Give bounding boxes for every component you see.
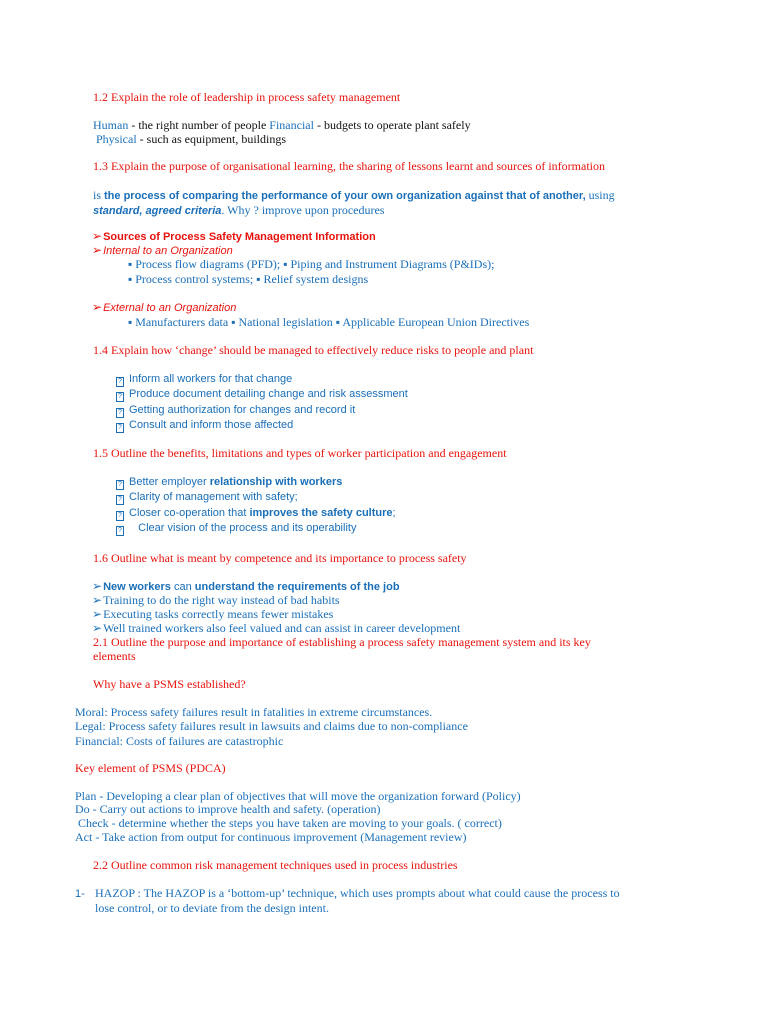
benchmark-using: using	[585, 188, 615, 202]
internal-line-1: ▪ Process flow diagrams (PFD); ▪ Piping and Instrument Diagrams (P&IDs);	[128, 257, 495, 271]
benchmark-is: is	[93, 188, 105, 202]
key-element-heading: Key element of PSMS (PDCA)	[75, 761, 226, 775]
pdca-act: Act - Take action from output for continuous improvement (Management review)	[75, 830, 467, 844]
competence-item: ➢Training to do the right way instead of bad habits	[92, 593, 340, 607]
sources-title	[92, 229, 376, 244]
competence-item: ➢New workers can understand the requirements of the job	[92, 579, 400, 593]
why-psms-heading: Why have a PSMS established?	[93, 677, 246, 691]
internal-line-2: ▪ Process control systems; ▪ Relief system designs	[128, 272, 369, 286]
missing-glyph-icon: ?	[116, 480, 124, 490]
change-item: ? Consult and inform those affected	[116, 418, 293, 433]
physical-label: Physical	[96, 132, 137, 146]
hazop-number: 1-	[75, 888, 85, 900]
heading-1-2: 1.2 Explain the role of leadership in process safety management	[93, 90, 401, 104]
external-title	[92, 300, 236, 315]
heading-1-4: 1.4 Explain how ‘change’ should be managed to effectively reduce risks to people and plant	[93, 343, 534, 357]
benchmark-line-2	[93, 203, 384, 218]
missing-glyph-icon: ?	[116, 408, 124, 418]
sources-title-text: Sources of Process Safety Management Information	[103, 231, 376, 243]
benchmark-criteria: standard, agreed criteria	[93, 205, 222, 217]
legal-line: Legal: Process safety failures result in lawsuits and claims due to non-compliance	[75, 719, 468, 733]
missing-glyph-icon: ?	[116, 377, 124, 387]
missing-glyph-icon: ?	[116, 392, 124, 402]
change-item: ? Getting authorization for changes and record it	[116, 403, 355, 418]
benefit-item: ? Closer co-operation that improves the safety culture;	[116, 506, 396, 521]
moral-line: Moral: Process safety failures result in fatalities in extreme circumstances.	[75, 705, 433, 719]
benchmark-rest: . Why ? improve upon procedures	[221, 203, 385, 217]
change-item: ? Inform all workers for that change	[116, 372, 292, 387]
physical-text: - such as equipment, buildings	[136, 132, 286, 146]
arrow-bullet-icon: ➢	[92, 229, 103, 243]
human-label: Human	[93, 118, 129, 132]
internal-title	[92, 243, 233, 258]
financial-label: Financial	[269, 118, 314, 132]
heading-1-5: 1.5 Outline the benefits, limitations and types of worker participation and engagement	[93, 446, 507, 460]
external-line-1: ▪ Manufacturers data ▪ National legislation ▪ Applicable European Union Directives	[128, 315, 530, 329]
resource-line-physical	[96, 132, 286, 146]
competence-item: ➢Well trained workers also feel valued and can assist in career development	[92, 621, 461, 635]
financial-line: Financial: Costs of failures are catastrophic	[75, 734, 284, 748]
arrow-bullet-icon: ➢	[92, 243, 103, 257]
benefit-item: ? Clarity of management with safety;	[116, 490, 298, 505]
arrow-bullet-icon: ➢	[92, 300, 103, 314]
benefit-item: ? Clear vision of the process and its operability	[116, 521, 356, 536]
hazop-line-2: lose control, or to deviate from the design intent.	[95, 901, 329, 915]
external-title-text: External to an Organization	[103, 302, 237, 314]
heading-2-1-line-2: elements	[93, 649, 136, 663]
pdca-do: Do - Carry out actions to improve health and safety. (operation)	[75, 802, 381, 816]
benchmark-line-1	[93, 188, 615, 203]
arrow-bullet-icon: ➢	[92, 621, 103, 635]
heading-1-3: 1.3 Explain the purpose of organisational learning, the sharing of lessons learnt and sources of information	[93, 159, 605, 173]
heading-2-2: 2.2 Outline common risk management techniques used in process industries	[93, 858, 458, 872]
missing-glyph-icon: ?	[116, 495, 124, 505]
change-item: ? Produce document detailing change and risk assessment	[116, 387, 408, 402]
internal-title-text: Internal to an Organization	[103, 245, 233, 257]
arrow-bullet-icon: ➢	[92, 579, 103, 593]
missing-glyph-icon: ?	[116, 526, 124, 536]
arrow-bullet-icon: ➢	[92, 607, 103, 621]
hazop-line-1	[75, 886, 620, 901]
human-text: - the right number of people	[128, 118, 270, 132]
competence-item: ➢Executing tasks correctly means fewer mistakes	[92, 607, 334, 621]
heading-1-6: 1.6 Outline what is meant by competence and its importance to process safety	[93, 551, 467, 565]
pdca-check: Check - determine whether the steps you have taken are moving to your goals. ( correct)	[75, 816, 502, 830]
hazop-text: HAZOP : The HAZOP is a ‘bottom-up’ technique, which uses prompts about what could cause the process to	[95, 886, 620, 900]
pdca-plan: Plan - Developing a clear plan of objectives that will move the organization forward (Policy)	[75, 789, 521, 803]
benefit-item: ? Better employer relationship with workers	[116, 475, 342, 490]
benchmark-definition: the process of comparing the performance of your own organization against that of another,	[104, 190, 586, 202]
arrow-bullet-icon: ➢	[92, 593, 103, 607]
financial-text: - budgets to operate plant safely	[313, 118, 471, 132]
heading-2-1-line-1: 2.1 Outline the purpose and importance of establishing a process safety management system and its key	[93, 635, 591, 649]
missing-glyph-icon: ?	[116, 423, 124, 433]
missing-glyph-icon: ?	[116, 511, 124, 521]
resource-line-human-financial	[93, 118, 471, 132]
